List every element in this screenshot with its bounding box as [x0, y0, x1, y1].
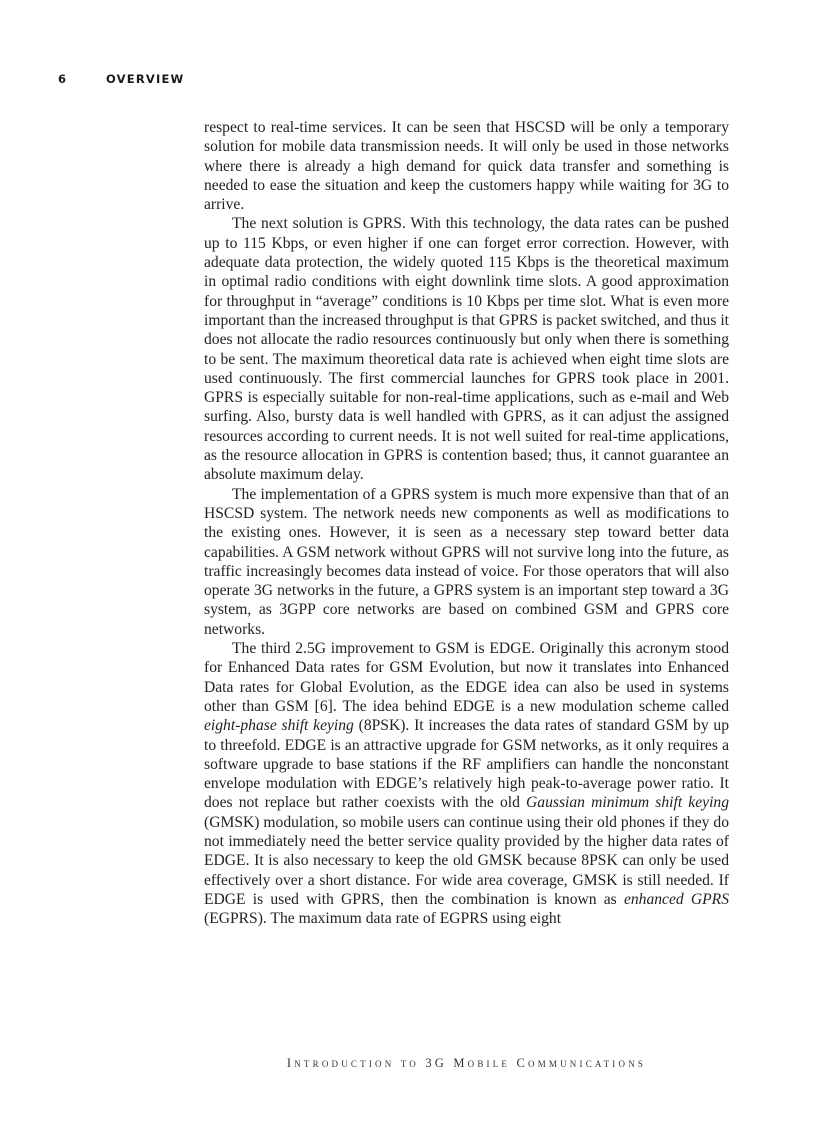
paragraph-gprs [204, 214, 729, 484]
body-text [204, 118, 729, 928]
paragraph-edge [204, 639, 729, 928]
paragraph-text: The implementation of a GPRS system is much more expensive than that of an HSCSD system. The network needs new components as well as modifications to the existing ones. However, it is seen as a necessary step toward better data capabilities. A GSM network without GPRS will not survive long into the future, as traffic increasingly becomes data instead of voice. For those operators that will also operate 3G networks in the future, a GPRS system is an important step toward a 3G system, as 3GPP core networks are based on combined GSM and GPRS core networks. [204, 485, 729, 638]
term-egprs: enhanced GPRS [623, 890, 729, 908]
paragraph-text: (GMSK) modulation, so mobile users can continue using their old phones if they do not immediately need the better service quality provided by the higher data rates of EDGE. It is also necessary to keep the old GMSK because 8PSK can only be used effectively over a short distance. For wide area coverage, GMSK is still needed. If EDGE is used with GPRS, then the combination is known as [204, 813, 729, 908]
paragraph-text: The third 2.5G improvement to GSM is EDGE. Originally this acronym stood for Enhanced Data rates for GSM Evolution, but now it translates into Enhanced Data rates for Global Evolution, as the EDGE idea can also be used in systems other than GSM [6]. The idea behind EDGE is a new modulation scheme called [204, 640, 729, 715]
paragraph-text: respect to real-time services. It can be seen that HSCSD will be only a temporary solution for mobile data transmission needs. It will only be used in those networks where there is already a high demand for quick data transfer and something is needed to ease the situation and keep the customers happy while waiting for 3G to arrive. [204, 119, 729, 214]
paragraph-text: The next solution is GPRS. With this technology, the data rates can be pushed up to 115 Kbps, or even higher if one can forget error correction. However, with adequate data protection, the widely quoted 115 Kbps is the theoretical maximum in optimal radio conditions with eight downlink time slots. A good approximation for throughput in “average” conditions is 10 Kbps per time slot. What is even more important than the increased throughput is that GPRS is packet switched, and thus it does not allocate the radio resources continuously but only when there is something to be sent. The maximum theoretical data rate is achieved when eight time slots are used continuously. The first commercial launches for GPRS took place in 2001. GPRS is especially suitable for non-real-time applications, such as e-mail and Web surfing. Also, bursty data is well handled with GPRS, as it can adjust the assigned resources according to current needs. It is not well suited for real-time applications, as the resource allocation in GPRS is contention based; thus, it cannot guarantee an absolute maximum delay. [204, 215, 729, 484]
term-8psk: eight-phase shift keying [204, 717, 354, 735]
running-footer [204, 1056, 729, 1071]
book-title: Introduction to 3G Mobile Communications [286, 1056, 647, 1070]
term-gmsk: Gaussian minimum shift keying [526, 794, 729, 812]
paragraph-text: (EGPRS). The maximum data rate of EGPRS using eight [204, 910, 562, 928]
paragraph-hscsd-continuation [204, 118, 729, 214]
running-head [58, 72, 184, 86]
section-title: OVERVIEW [106, 72, 185, 86]
page-number: 6 [58, 72, 68, 86]
paragraph-gprs-cost [204, 485, 729, 639]
paragraph-text: (8PSK). It increases the data rates of standard GSM by up to threefold. EDGE is an attractive upgrade for GSM networks, as it only requires a software upgrade to base stations if the RF amplifiers can handle the nonconstant envelope modulation with EDGE’s relatively high peak-to-average power ratio. It does not replace but rather coexists with the old [204, 717, 729, 812]
